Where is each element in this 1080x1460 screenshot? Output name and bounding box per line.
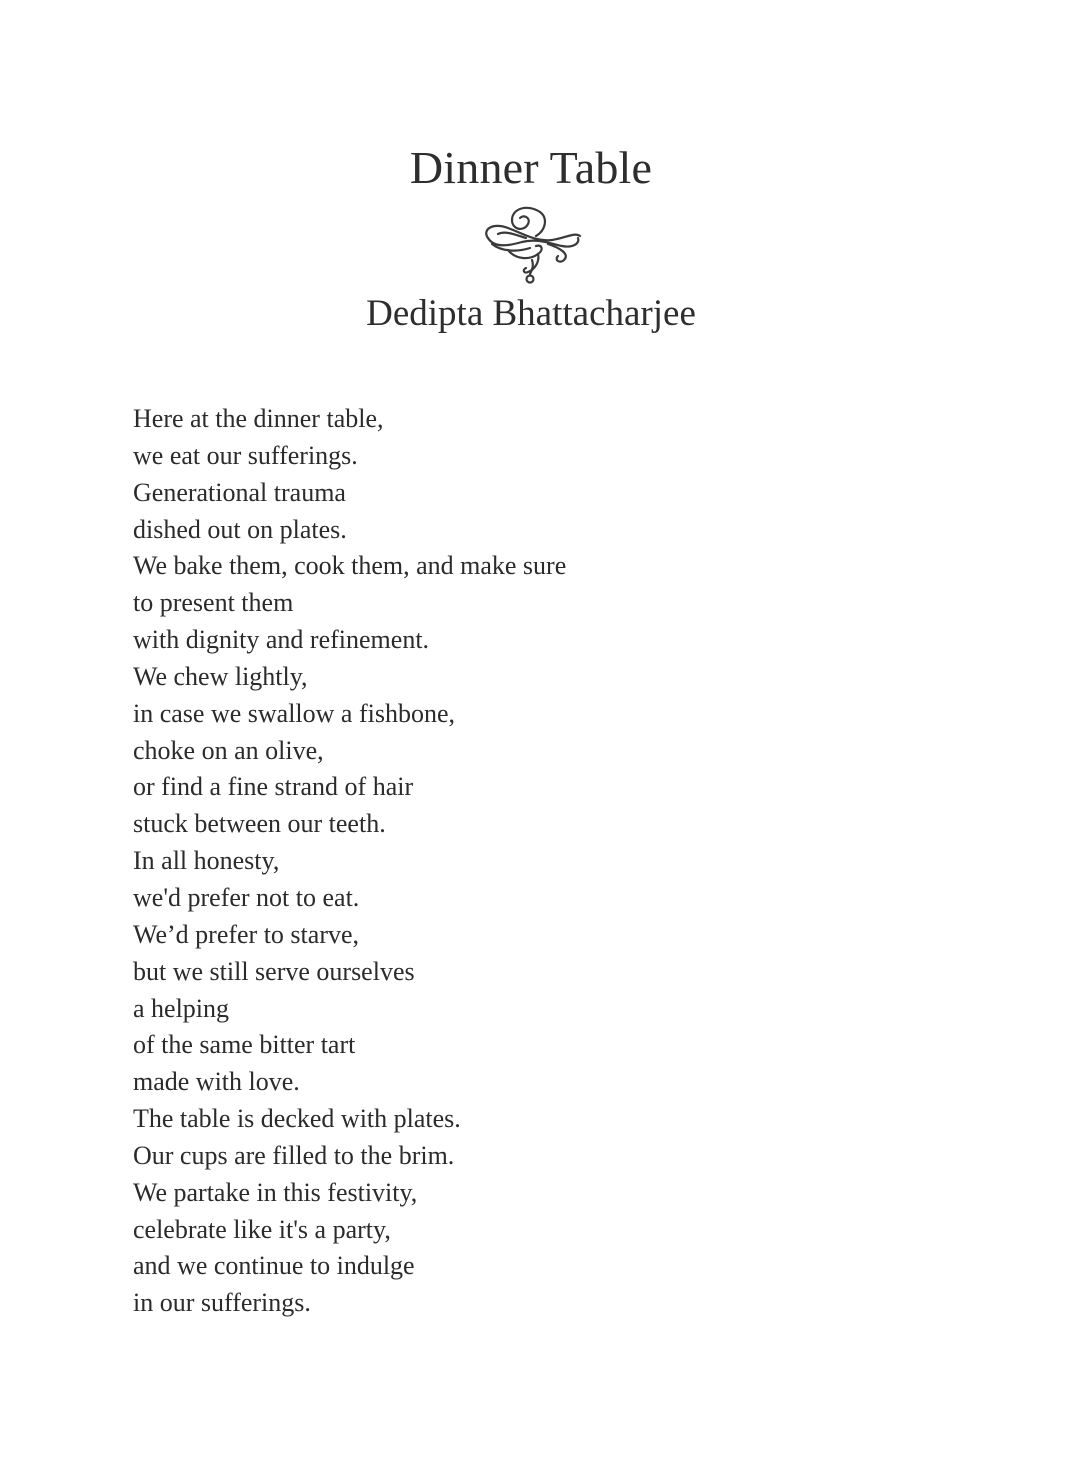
- poem-line: we'd prefer not to eat.: [133, 882, 360, 912]
- poem-line: dished out on plates.: [133, 514, 347, 544]
- poem-line: in case we swallow a fishbone,: [133, 698, 456, 728]
- poem-line: Our cups are filled to the brim.: [133, 1140, 455, 1170]
- poem-line: The table is decked with plates.: [133, 1104, 461, 1134]
- poem-line: We bake them, cook them, and make sure: [133, 551, 567, 581]
- poem-line: or find a fine strand of hair: [133, 772, 414, 802]
- poem-line: We’d prefer to starve,: [133, 919, 360, 949]
- poem-line: Generational trauma: [133, 477, 346, 507]
- poem-line: with dignity and refinement.: [133, 625, 430, 655]
- flourish-ornament-icon: [478, 200, 588, 290]
- poem-author: Dedipta Bhattacharjee: [366, 293, 696, 334]
- poem-body: [133, 401, 566, 1322]
- poem-line: to present them: [133, 588, 294, 618]
- poem-line: We partake in this festivity,: [133, 1177, 418, 1207]
- poem-line: made with love.: [133, 1067, 300, 1097]
- poem-line: We chew lightly,: [133, 661, 308, 691]
- poem-line: stuck between our teeth.: [133, 809, 386, 839]
- poem-title: Dinner Table: [409, 142, 653, 193]
- poem-line: we eat our sufferings.: [133, 440, 358, 470]
- poem-line: and we continue to indulge: [133, 1251, 415, 1281]
- poem-line: Here at the dinner table,: [133, 404, 384, 433]
- poem-line: of the same bitter tart: [133, 1030, 356, 1060]
- poem-line: In all honesty,: [133, 846, 280, 876]
- poem-line: but we still serve ourselves: [133, 956, 415, 986]
- poem-line: a helping: [133, 993, 230, 1023]
- poem-line: celebrate like it's a party,: [133, 1214, 391, 1244]
- poem-line: in our sufferings.: [133, 1288, 311, 1318]
- poem-line: choke on an olive,: [133, 735, 324, 765]
